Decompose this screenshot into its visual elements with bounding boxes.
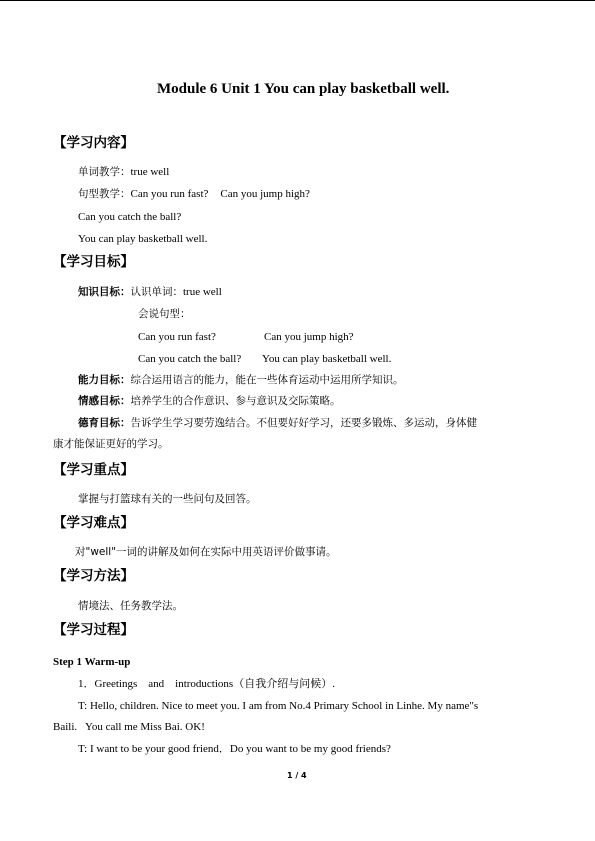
knowledge-goal-line	[78, 285, 222, 299]
knowledge-label: 知识目标：	[78, 286, 131, 298]
knowledge-words: true well	[183, 286, 222, 298]
pattern-4: You can play basketball well.	[78, 233, 208, 245]
moral-label: 德育目标：	[78, 417, 131, 429]
process-item-1: 1．Greetings and introductions（自我介绍与问候）.	[78, 678, 335, 690]
emotion-text: 培养学生的合作意识、参与意识及交际策略。	[130, 395, 341, 407]
knowledge-text: 认识单词：	[130, 286, 183, 298]
goal-sentence-3: Can you catch the ball?	[138, 353, 242, 365]
goal-sentence-4: You can play basketball well.	[262, 353, 392, 365]
goal-sentence-2: Can you jump high?	[264, 331, 354, 343]
moral-text-2: 康才能保证更好的学习。	[53, 438, 169, 450]
vocab-words: true well	[130, 166, 170, 178]
document-title: Module 6 Unit 1 You can play basketball well.	[157, 81, 450, 97]
goal-sentence-1: Can you run fast?	[138, 331, 216, 343]
page-number: 1 / 4	[287, 771, 307, 780]
step-1-heading: Step 1 Warm-up	[53, 656, 131, 668]
pattern-label: 句型教学：	[78, 188, 131, 200]
ability-label: 能力目标：	[78, 374, 131, 386]
vocab-label: 单词教学：	[78, 166, 131, 178]
process-line-1: T: Hello, children. Nice to meet you. I am from No.4 Primary School in Linhe. My name"s	[78, 700, 479, 712]
process-line-3: T: I want to be your good friend．Do you want to be my good friends?	[78, 743, 391, 755]
emotion-label: 情感目标：	[78, 395, 131, 407]
section-heading-methods: 【学习方法】	[53, 568, 134, 584]
ability-text: 综合运用语言的能力，能在一些体育运动中运用所学知识。	[130, 374, 404, 386]
difficulties-text: 对"well"一词的讲解及如何在实际中用英语评价做事请。	[75, 546, 337, 558]
pattern-3: Can you catch the ball?	[78, 211, 182, 223]
section-heading-difficulties: 【学习难点】	[53, 515, 134, 531]
pattern-1: Can you run fast?	[130, 188, 209, 200]
moral-text-1: 告诉学生学习要劳逸结合。不但要好好学习，还要多锻炼、多运动，身体健	[130, 417, 477, 429]
pattern-2: Can you jump high?	[220, 188, 310, 200]
moral-goal-line	[78, 416, 477, 430]
pattern-line	[78, 187, 310, 201]
methods-text: 情境法、任务教学法。	[78, 600, 183, 612]
process-line-2: Baili. You call me Miss Bai. OK!	[53, 721, 205, 733]
vocab-line	[78, 165, 169, 179]
ability-goal-line	[78, 373, 404, 387]
key-points-text: 掌握与打篮球有关的一些问句及回答。	[78, 493, 257, 505]
knowledge-patterns-label: 会说句型：	[138, 308, 191, 320]
section-heading-key-points: 【学习重点】	[53, 462, 134, 478]
emotion-goal-line	[78, 394, 341, 408]
header-rule	[0, 0, 595, 1]
section-heading-process: 【学习过程】	[53, 622, 134, 638]
section-heading-content: 【学习内容】	[53, 135, 134, 151]
section-heading-goals: 【学习目标】	[53, 254, 134, 270]
